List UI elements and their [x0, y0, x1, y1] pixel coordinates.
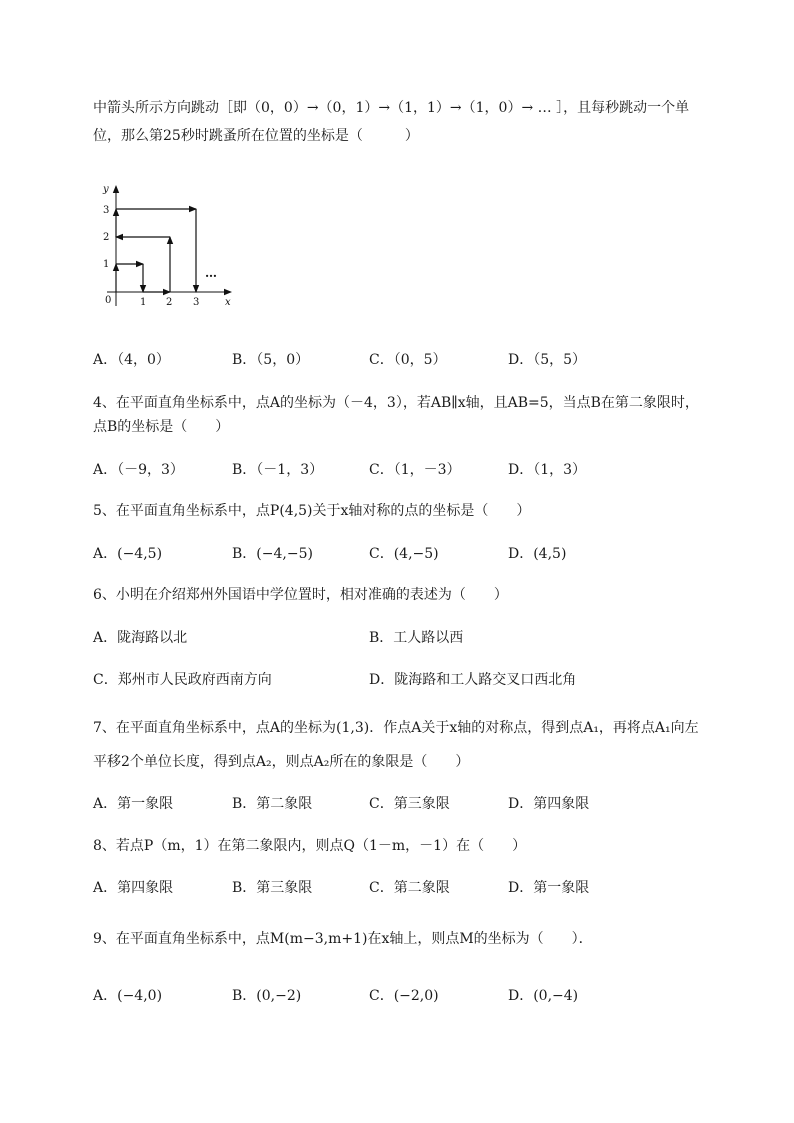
- q5-option-d[interactable]: D．(4,5): [508, 546, 567, 562]
- q4-stem-line-2: 点B的坐标是（ ）: [93, 419, 230, 435]
- y-tick-label: 2: [103, 232, 110, 243]
- q3-stem-line-2: 位，那么第25秒时跳蚤所在位置的坐标是（ ）: [93, 128, 419, 144]
- x-tick-label: 1: [140, 297, 147, 308]
- q6-option-b[interactable]: B．工人路以西: [369, 630, 464, 646]
- x-tick-label: 2: [166, 297, 173, 308]
- q7-option-a[interactable]: A．第一象限: [93, 796, 174, 812]
- q8-option-a[interactable]: A．第四象限: [93, 880, 174, 896]
- y-tick-label: 1: [103, 259, 110, 270]
- q3-option-b[interactable]: B．（5，0）: [232, 352, 310, 368]
- origin-label: 0: [105, 295, 112, 306]
- q6-option-c[interactable]: C．郑州市人民政府西南方向: [93, 672, 272, 688]
- q6-stem: 6、小明在介绍郑州外国语中学位置时，相对准确的表述为（ ）: [93, 587, 508, 603]
- q9-option-a[interactable]: A．(−4,0): [93, 988, 163, 1004]
- q9-stem: 9、在平面直角坐标系中，点M(m−3,m+1)在x轴上，则点M的坐标为（ ）．: [93, 931, 593, 947]
- q9-option-b[interactable]: B．(0,−2): [232, 988, 302, 1004]
- q8-option-d[interactable]: D．第一象限: [508, 880, 590, 896]
- q8-option-c[interactable]: C．第二象限: [369, 880, 450, 896]
- q9-option-c[interactable]: C．(−2,0): [369, 988, 439, 1004]
- q6-option-d[interactable]: D．陇海路和工人路交叉口西北角: [369, 672, 577, 688]
- q9-option-d[interactable]: D．(0,−4): [508, 988, 579, 1004]
- q8-stem: 8、若点P（m，1）在第二象限内，则点Q（1－m，－1）在（ ）: [93, 838, 527, 854]
- q4-option-d[interactable]: D．（1，3）: [508, 462, 587, 478]
- q4-option-c[interactable]: C．（1，－3）: [369, 462, 461, 478]
- q5-option-a[interactable]: A．(−4,5): [93, 546, 163, 562]
- flea-path-figure: [93, 178, 243, 313]
- y-axis-label: y: [103, 184, 109, 195]
- q5-stem: 5、在平面直角坐标系中，点P(4,5)关于x轴对称的点的坐标是（ ）: [93, 503, 531, 519]
- q7-stem-line-1: 7、在平面直角坐标系中，点A的坐标为(1,3)．作点A关于x轴的对称点，得到点A₁，再将点A₁向左: [93, 720, 699, 736]
- q6-option-a[interactable]: A．陇海路以北: [93, 630, 188, 646]
- x-tick-label: 3: [193, 297, 200, 308]
- q4-option-b[interactable]: B．（－1，3）: [232, 462, 324, 478]
- q3-option-c[interactable]: C．（0，5）: [369, 352, 447, 368]
- q4-option-a[interactable]: A．（－9，3）: [93, 462, 184, 478]
- q7-option-d[interactable]: D．第四象限: [508, 796, 590, 812]
- q7-option-b[interactable]: B．第二象限: [232, 796, 313, 812]
- q3-option-a[interactable]: A．（4，0）: [93, 352, 170, 368]
- ellipsis-label: …: [205, 266, 217, 280]
- q5-option-b[interactable]: B．(−4,−5): [232, 546, 313, 562]
- x-axis-label: x: [225, 297, 231, 308]
- q8-option-b[interactable]: B．第三象限: [232, 880, 313, 896]
- q7-option-c[interactable]: C．第三象限: [369, 796, 450, 812]
- q3-stem-line-1: 中箭头所示方向跳动［即（0，0）→（0，1）→（1，1）→（1，0）→ … ］，且每秒跳动一个单: [93, 100, 690, 116]
- q4-stem-line-1: 4、在平面直角坐标系中，点A的坐标为（－4，3），若AB∥x轴，且AB=5，当点B在第二象限时，: [93, 395, 699, 411]
- q3-option-d[interactable]: D．（5，5）: [508, 352, 587, 368]
- q5-option-c[interactable]: C．(4,−5): [369, 546, 439, 562]
- y-tick-label: 3: [103, 205, 110, 216]
- q7-stem-line-2: 平移2个单位长度，得到点A₂，则点A₂所在的象限是（ ）: [93, 754, 470, 770]
